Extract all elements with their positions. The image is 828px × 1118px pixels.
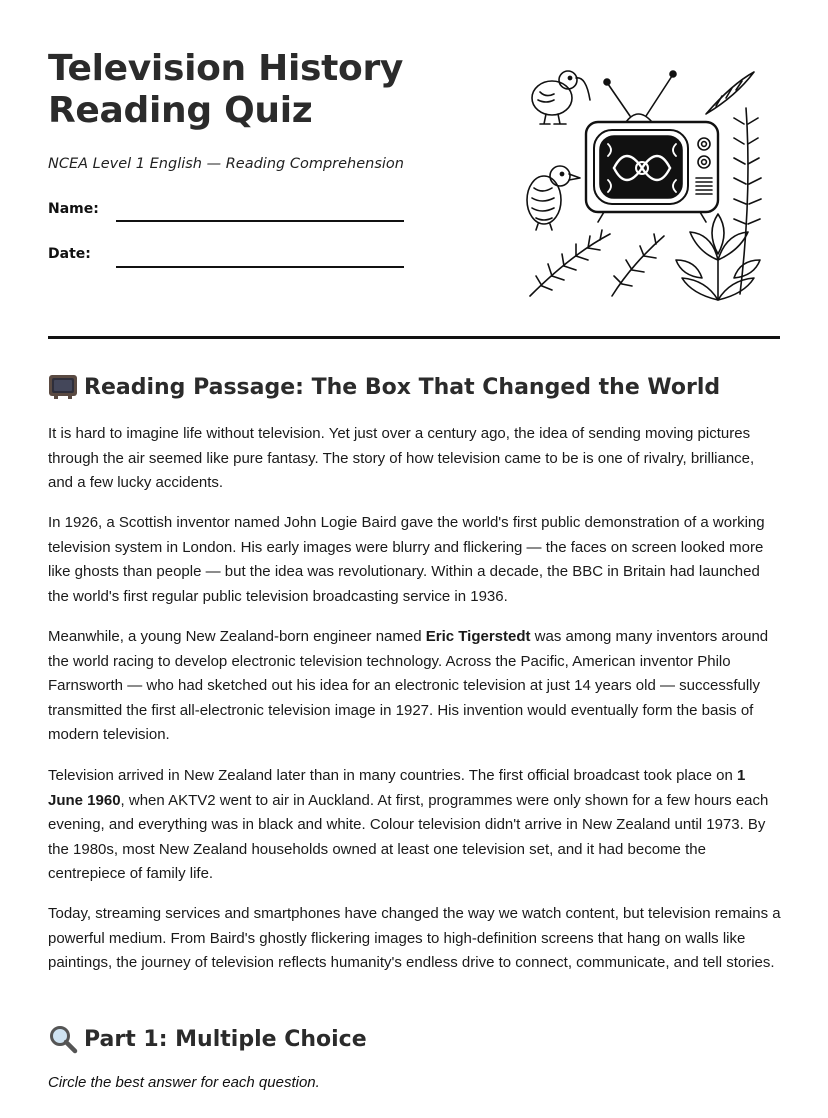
p3-text-b: was among many inventors around the world racing to develop electronic television technology. Across the Pacific, American inventor Philo Farnsworth — who had sketched out his idea for an electronic television at just 14 years old — successfully transmitted the first all-electronic television image in 1927. His invention would eventually form the basis of modern television. [48,628,769,744]
name-field[interactable] [116,220,404,222]
tui-bird-illustration [527,166,580,230]
part1-heading [48,1024,367,1054]
p4-text-b: , when AKTV2 went to air in Auckland. At first, programmes were only shown for a few hours each evening, and everything was in black and white. Colour television didn't arrive in New Zealand until 1973. By the 1980s, most New Zealand households owned at least one television set, and it had become the centrepiece of family life. [48,791,769,883]
date-label: Date: [48,246,91,262]
date-field[interactable] [116,266,404,268]
title-line-2: Reading Quiz [48,90,313,131]
header-divider [48,336,780,339]
subtitle: NCEA Level 1 English — Reading Comprehension [48,156,404,172]
tv-set-illustration [586,122,718,222]
name-label: Name: [48,201,99,217]
magnifying-glass-icon [48,1024,78,1054]
passage-heading [48,372,720,402]
kiwi-bird-illustration [532,71,590,124]
passage-heading-text: Reading Passage: The Box That Changed the World [84,374,721,400]
inventor-name: Eric Tigerstedt [425,628,531,645]
page-title [48,48,403,132]
broadcast-date: 1 June 1960 [48,767,746,809]
passage-paragraph-5: Today, streaming services and smartphones have changed the way we watch content, but television remains a powerful medium. From Baird's ghostly flickering images to high-definition screens that hang on walls like paintings, the journey of television reflects humanity's endless drive to connect, communicate, and tell stories. [48,905,781,972]
antenna-left [608,84,630,116]
p4-text-a: Television arrived in New Zealand later than in many countries. The first official broadcast took place on [48,767,737,784]
part1-heading-text: Part 1: Multiple Choice [84,1026,367,1052]
television-icon [48,372,78,402]
part1-instruction: Circle the best answer for each question. [48,1074,320,1091]
bottom-fern-illustration [530,230,664,296]
shrub-illustration [676,214,760,300]
p3-text-a: Meanwhile, a young New Zealand-born engineer named [48,628,426,645]
passage-paragraph-2: In 1926, a Scottish inventor named John Logie Baird gave the world's first public demonstration of a working television system in London. His early images were blurry and flickering — the faces on screen looked more like ghosts than people — but the idea was revolutionary. Within a decade, the BBC in Britain had launched the world's first regular public television broadcasting service in 1936. [48,514,765,605]
passage-paragraph-1: It is hard to imagine life without television. Yet just over a century ago, the idea of sending moving pictures through the air seemed like pure fantasy. The story of how television came to be is one of rivalry, brilliance, and a few lucky accidents. [48,425,755,492]
antenna-right [646,76,672,116]
title-line-1: Television History [48,48,404,89]
television-illustration [522,64,772,314]
passage-paragraph-4 [48,764,783,887]
passage-paragraph-3 [48,625,783,748]
